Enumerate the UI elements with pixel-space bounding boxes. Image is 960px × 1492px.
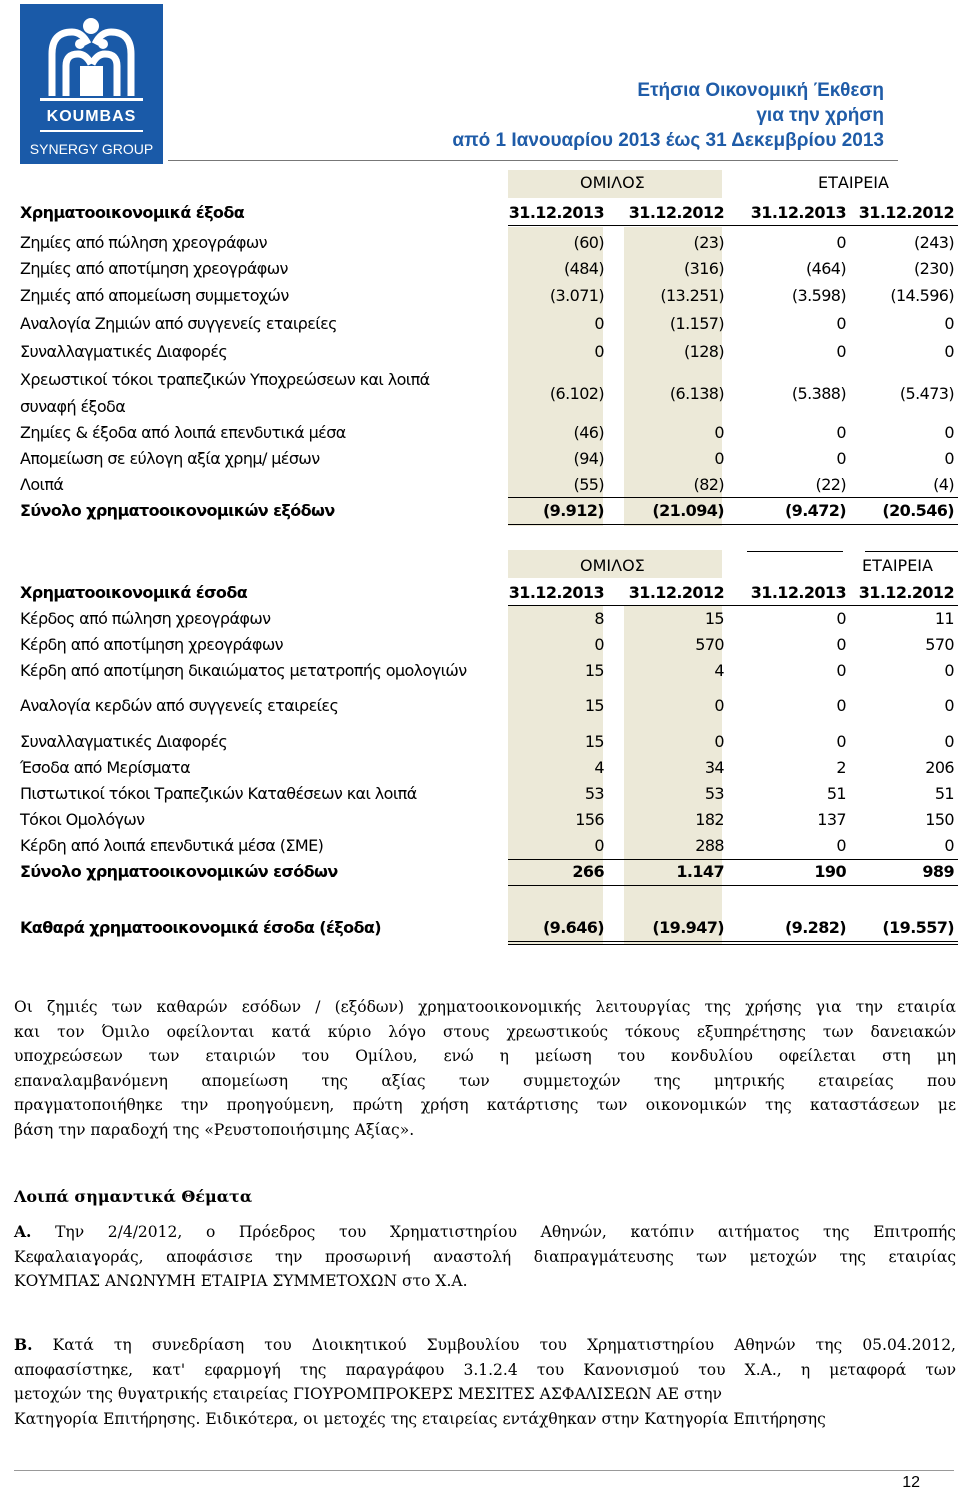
total-label: Σύνολο χρηματοοικονομικών εξόδων <box>20 501 335 520</box>
row-label: Ζημιές από απομείωση συμμετοχών <box>20 286 289 305</box>
text-line: πραγματοποιήθηκε την προηγούμενη, πρώτη χρήση κατάρτισης των οικονομικών της καταστάσεων με <box>14 1096 956 1114</box>
cell: (60) <box>573 233 604 252</box>
col-header: 31.12.2012 <box>858 583 954 602</box>
text-line: αποφασίστηκε, κατ' εφαρμογή της παραγράφου 3.1.2.4 του Κανονισμού του Χ.Α., η μεταφορά των <box>14 1360 956 1379</box>
cell: 570 <box>695 635 724 654</box>
text-line: υποχρεώσεων των εταιριών του Ομίλου, ενώ η μείωση του κονδυλίου οφείλεται στη μη <box>14 1047 956 1065</box>
net-cell: (19.947) <box>652 918 724 937</box>
row-label: Τόκοι Ομολόγων <box>20 810 145 829</box>
col-header: 31.12.2012 <box>858 203 954 222</box>
cell: (23) <box>693 233 724 252</box>
expenses-group-label: ΟΜΙΛΟΣ <box>580 173 645 192</box>
row-label: Έσοδα από Μερίσματα <box>20 758 191 777</box>
row-label: Συναλλαγματικές Διαφορές <box>20 342 228 361</box>
row-label: Ζημίες από αποτίμηση χρεογράφων <box>20 259 288 278</box>
cell: 0 <box>944 732 954 751</box>
cell: 51 <box>826 784 846 803</box>
total-cell: 989 <box>922 862 954 881</box>
logo-tagline: SYNERGY GROUP <box>29 141 154 157</box>
income-header-underline <box>508 605 958 606</box>
total-cell: (21.094) <box>652 501 724 520</box>
row-label: Ζημίες από πώληση χρεογράφων <box>20 233 267 252</box>
cell: 0 <box>836 836 846 855</box>
paragraph-marker: Β. <box>14 1335 33 1354</box>
cell: (5.473) <box>899 384 954 403</box>
net-underline <box>508 941 958 942</box>
cell: 0 <box>944 423 954 442</box>
cell: 53 <box>584 784 604 803</box>
col-header: 31.12.2013 <box>750 583 846 602</box>
total-label: Σύνολο χρηματοοικονομικών εσόδων <box>20 862 338 881</box>
cell: 34 <box>704 758 724 777</box>
cell: 0 <box>944 661 954 680</box>
total-cell: 190 <box>814 862 846 881</box>
cell: (243) <box>913 233 954 252</box>
row-label: Χρεωστικοί τόκοι τραπεζικών Υποχρεώσεων και λοιπά <box>20 370 430 389</box>
cell: 0 <box>836 696 846 715</box>
cell: 15 <box>584 661 604 680</box>
report-subtitle: για την χρήση <box>756 105 884 126</box>
col-header: 31.12.2013 <box>750 203 846 222</box>
cell: (1.157) <box>669 314 724 333</box>
report-title: Ετήσια Οικονομική Έκθεση <box>637 80 884 101</box>
row-label: Αναλογία κερδών από συγγενείς εταιρείες <box>20 696 339 715</box>
net-cell: (9.646) <box>542 918 604 937</box>
total-cell: (9.472) <box>784 501 846 520</box>
income-company-label: ΕΤΑΙΡΕΙΑ <box>862 556 933 575</box>
cell: 0 <box>836 233 846 252</box>
row-label: Λοιπά <box>20 475 64 494</box>
row-label: Πιστωτικοί τόκοι Τραπεζικών Καταθέσεων και λοιπά <box>20 784 417 803</box>
text-line: επαναλαμβανόμενη απομείωση της αξίας των συμμετοχών της μητρικής εταιρείας που <box>14 1071 956 1090</box>
income-title: Χρηματοοικονομικά έσοδα <box>20 583 248 602</box>
row-label: Κέρδος από πώληση χρεογράφων <box>20 609 271 628</box>
page-number: 12 <box>902 1474 920 1491</box>
paragraph-b <box>14 1333 956 1431</box>
report-period: από 1 Ιανουαρίου 2013 έως 31 Δεκεμβρίου 2013 <box>452 130 884 151</box>
net-cell: (19.557) <box>882 918 954 937</box>
cell: (94) <box>573 449 604 468</box>
total-cell: (9.912) <box>542 501 604 520</box>
cell: 0 <box>594 836 604 855</box>
cell: 8 <box>594 609 604 628</box>
cell: 0 <box>594 635 604 654</box>
group-col1-shade <box>508 606 603 945</box>
cell: 0 <box>944 342 954 361</box>
cell: 156 <box>575 810 604 829</box>
total-cell: 266 <box>572 862 604 881</box>
cell: 0 <box>594 342 604 361</box>
commentary-paragraph <box>14 995 956 1142</box>
cell: 206 <box>925 758 954 777</box>
text-line: βάση την παραδοχή της «Ρευστοποιήσιμης Αξίας». <box>14 1120 415 1139</box>
cell: 0 <box>944 836 954 855</box>
text-span: Την 2/4/2012, ο Πρόεδρος του Χρηματιστηρίου Αθηνών, κατόπιν αιτήματος της Επιτροπής <box>55 1223 956 1241</box>
cell: 0 <box>944 314 954 333</box>
cell: 150 <box>925 810 954 829</box>
cell: 0 <box>714 423 724 442</box>
cell: (6.138) <box>669 384 724 403</box>
col-header: 31.12.2013 <box>508 583 604 602</box>
row-label: Συναλλαγματικές Διαφορές <box>20 732 228 751</box>
expenses-title: Χρηματοοικονομικά έξοδα <box>20 203 245 222</box>
total-cell: 1.147 <box>676 862 724 881</box>
cell: (5.388) <box>791 384 846 403</box>
text-line <box>14 1220 956 1245</box>
cell: (13.251) <box>660 286 724 305</box>
row-label: Αναλογία Ζημιών από συγγενείς εταιρείες <box>20 314 337 333</box>
paragraph-marker: Α. <box>14 1222 32 1241</box>
cell: (316) <box>683 259 724 278</box>
total-cell: (20.546) <box>882 501 954 520</box>
row-label: Κέρδη από αποτίμηση δικαιώματος μετατροπής ομολογιών <box>20 661 467 680</box>
cell: 137 <box>817 810 846 829</box>
cell: 0 <box>836 314 846 333</box>
cell: 0 <box>836 423 846 442</box>
cell: 15 <box>704 609 724 628</box>
income-group-label: ΟΜΙΛΟΣ <box>580 556 645 575</box>
company-box-topline <box>865 551 958 552</box>
company-logo <box>20 4 163 164</box>
row-label: Ζημίες & έξοδα από λοιπά επενδυτικά μέσα <box>20 423 346 442</box>
income-total-overline <box>508 859 958 860</box>
cell: 570 <box>925 635 954 654</box>
cell: 0 <box>836 635 846 654</box>
row-label: συναφή έξοδα <box>20 397 126 416</box>
income-total-underline <box>508 885 958 886</box>
expenses-total-overline <box>508 497 958 498</box>
text-line: Κατηγορία Επιτήρησης. Ειδικότερα, οι μετοχές της εταιρείας εντάχθηκαν στην Κατηγορία Επιτήρησης <box>14 1409 826 1428</box>
row-label: Κέρδη από αποτίμηση χρεογράφων <box>20 635 283 654</box>
text-line: Οι ζημιές των καθαρών εσόδων / (εξόδων) χρηματοοικονομικής λειτουργίας της χρήσης για την εταιρία <box>14 998 956 1016</box>
cell: (46) <box>573 423 604 442</box>
row-label: Απομείωση σε εύλογη αξία χρημ/ μέσων <box>20 449 320 468</box>
cell: 0 <box>714 449 724 468</box>
cell: 0 <box>836 609 846 628</box>
cell: 0 <box>836 342 846 361</box>
cell: 2 <box>836 758 846 777</box>
cell: 4 <box>594 758 604 777</box>
cell: (128) <box>683 342 724 361</box>
cell: (484) <box>563 259 604 278</box>
cell: 4 <box>714 661 724 680</box>
cell: 15 <box>584 696 604 715</box>
cell: 0 <box>714 696 724 715</box>
cell: 15 <box>584 732 604 751</box>
cell: (4) <box>933 475 954 494</box>
text-line: και τον Όμιλο οφείλονται κατά κύριο λόγο στους χρεωστικούς τόκους εξυπηρέτησης των δανειακών <box>14 1022 956 1041</box>
cell: 0 <box>944 696 954 715</box>
cell: 0 <box>836 661 846 680</box>
cell: 0 <box>594 314 604 333</box>
cell: (14.596) <box>890 286 954 305</box>
text-line: Κεφαλαιαγοράς, αποφάσισε την προσωρινή αναστολή διαπραγμάτευσης των μετοχών της εταιρίας <box>14 1247 956 1266</box>
cell: (82) <box>693 475 724 494</box>
cell: 53 <box>704 784 724 803</box>
header-divider <box>168 160 898 161</box>
net-double-underline <box>508 944 958 945</box>
row-label: Κέρδη από λοιπά επενδυτικά μέσα (ΣΜΕ) <box>20 836 324 855</box>
text-line: ΚΟΥΜΠΑΣ ΑΝΩΝΥΜΗ ΕΤΑΙΡΙΑ ΣΥΜΜΕΤΟΧΩΝ στο Χ.Α. <box>14 1272 468 1290</box>
section-heading: Λοιπά σημαντικά Θέματα <box>14 1187 253 1206</box>
footer-divider <box>14 1470 954 1471</box>
cell: 51 <box>934 784 954 803</box>
text-line <box>14 1333 956 1358</box>
company-box-topline <box>747 551 843 552</box>
text-span: Κατά τη συνεδρίαση του Διοικητικού Συμβουλίου του Χρηματιστηρίου Αθηνών της 05.04.2012, <box>52 1336 956 1354</box>
cell: 0 <box>836 732 846 751</box>
cell: (3.071) <box>549 286 604 305</box>
cell: 11 <box>934 609 954 628</box>
cell: 0 <box>714 732 724 751</box>
cell: (464) <box>805 259 846 278</box>
logo-name: KOUMBAS <box>46 108 137 125</box>
cell: (55) <box>573 475 604 494</box>
col-header: 31.12.2012 <box>628 203 724 222</box>
cell: 0 <box>836 449 846 468</box>
cell: 182 <box>695 810 724 829</box>
paragraph-a <box>14 1220 956 1294</box>
cell: (3.598) <box>791 286 846 305</box>
net-cell: (9.282) <box>784 918 846 937</box>
expenses-total-underline <box>508 524 958 525</box>
expenses-header-underline <box>508 225 958 226</box>
col-header: 31.12.2012 <box>628 583 724 602</box>
text-line: μετοχών της θυγατρικής εταιρείας ΓΙΟΥΡΟΜΠΡΟΚΕΡΣ ΜΕΣΙΤΕΣ ΑΣΦΑΛΙΣΕΩΝ ΑΕ στην <box>14 1385 722 1403</box>
net-label: Καθαρά χρηματοοικονομικά έσοδα (έξοδα) <box>20 918 382 937</box>
cell: (22) <box>815 475 846 494</box>
cell: 0 <box>944 449 954 468</box>
col-header: 31.12.2013 <box>508 203 604 222</box>
cell: 288 <box>695 836 724 855</box>
logo-emblem-icon <box>20 4 163 164</box>
cell: (230) <box>913 259 954 278</box>
cell: (6.102) <box>549 384 604 403</box>
expenses-company-label: ΕΤΑΙΡΕΙΑ <box>818 173 889 192</box>
